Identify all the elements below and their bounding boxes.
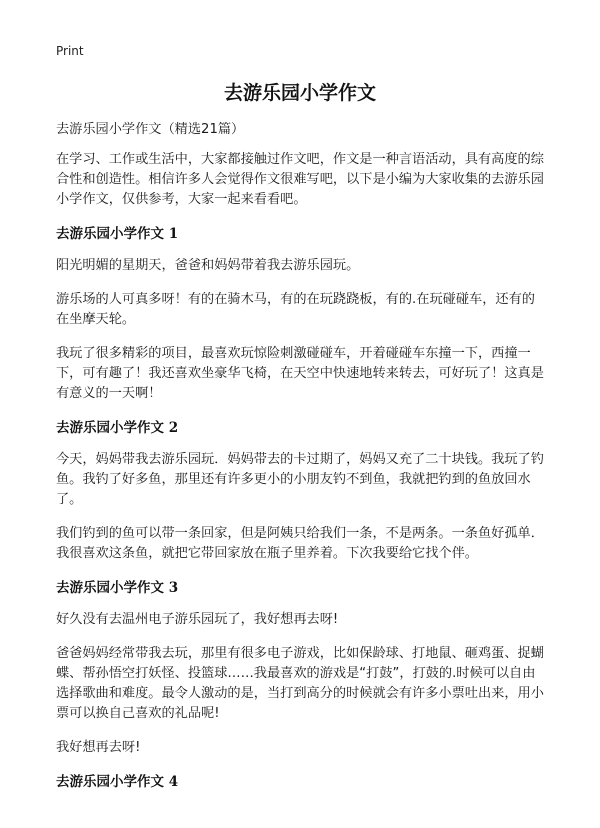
section-heading: 去游乐园小学作文 4 [56, 774, 179, 790]
section-heading: 去游乐园小学作文 3 [56, 580, 179, 596]
paragraph: 游乐场的人可真多呀！有的在骑木马，有的在玩跷跷板，有的.在玩碰碰车，还有的在坐摩天轮。 [56, 292, 535, 327]
essay-section-4 [56, 772, 546, 792]
paragraph: 今天，妈妈带我去游乐园玩．妈妈带去的卡过期了，妈妈又充了二十块钱。我玩了钓鱼。我钓了好多鱼，那里还有许多更小的小朋友钓不到鱼，我就把钓到的鱼放回水了。 [56, 452, 544, 507]
section-heading: 去游乐园小学作文 1 [56, 226, 179, 242]
essay-section-2 [56, 418, 546, 564]
section-heading: 去游乐园小学作文 2 [56, 420, 179, 436]
paragraph: 我好想再去呀! [56, 740, 141, 755]
paragraph: 我玩了很多精彩的项目，最喜欢玩惊险刺激碰碰车，开着碰碰车东撞一下，西撞一下，可有趣了！我还喜欢坐豪华飞椅，在天空中快速地转来转去，可好玩了！这真是有意义的一天啊！ [56, 346, 544, 401]
paragraph: 好久没有去温州电子游乐园玩了，我好想再去呀! [56, 612, 339, 627]
essay-section-1 [56, 224, 546, 404]
paragraph: 爸爸妈妈经常带我去玩，那里有很多电子游戏，比如保龄球、打地鼠、砸鸡蛋、捉蝴蝶、帮孙悟空打妖怪、投篮球……我最喜欢的游戏是“打鼓”，打鼓的.时候可以自由选择歌曲和难度。最令人激动的是，当打到高分的时候就会有许多小票吐出来，用小票可以换自己喜欢的礼品呢! [56, 646, 544, 721]
intro-paragraph: 在学习、工作或生活中，大家都接触过作文吧，作文是一种言语活动，具有高度的综合性和创造性。相信许多人会觉得作文很难写吧，以下是小编为大家收集的去游乐园小学作文，仅供参考，大家一起来看看吧。 [56, 152, 544, 207]
paragraph: 阳光明媚的星期天，爸爸和妈妈带着我去游乐园玩。 [56, 258, 360, 273]
essay-section-3 [56, 578, 546, 758]
print-link[interactable]: Print [56, 44, 84, 58]
article-subtitle: 去游乐园小学作文（精选21篇） [56, 122, 245, 137]
article-body [56, 120, 546, 804]
paragraph: 我们钓到的鱼可以带一条回家，但是阿姨只给我们一条，不是两条。一条鱼好孤单．我很喜欢这条鱼，就把它带回家放在瓶子里养着。下次我要给它找个伴。 [56, 526, 544, 561]
page-title: 去游乐园小学作文 [223, 82, 376, 104]
